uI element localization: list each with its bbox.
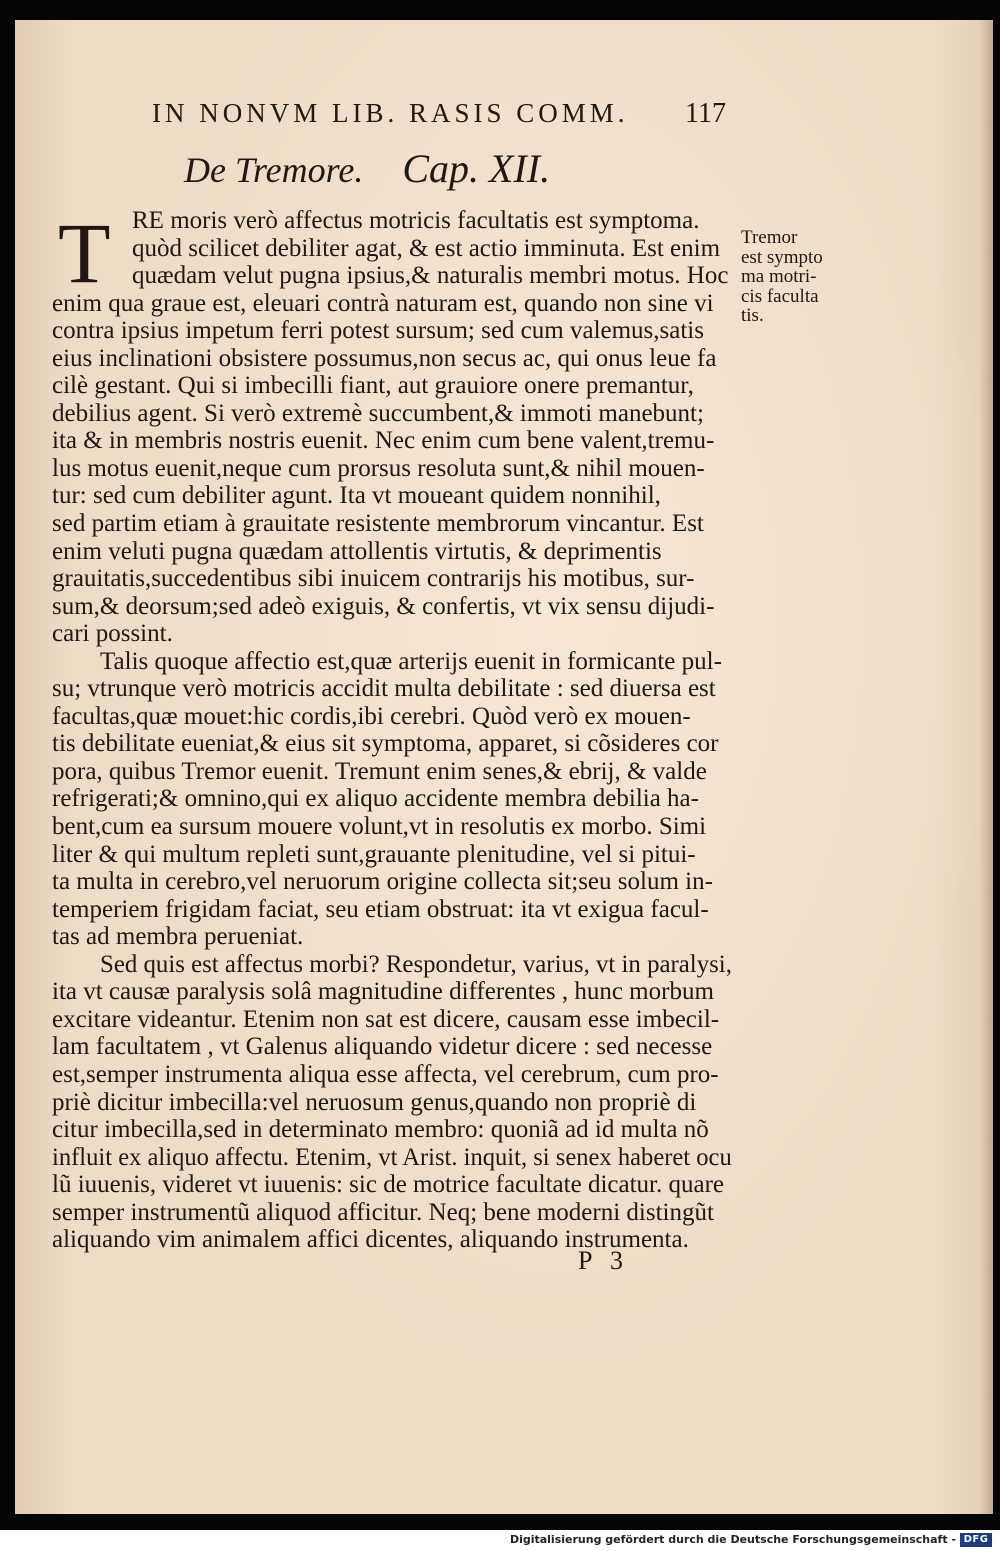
text-line: Talis quoque affectio est,quæ arterijs euenit in formicante pul- xyxy=(100,647,722,675)
text-line: Sed quis est affectus morbi? Respondetur, varius, vt in paralysi, xyxy=(100,950,732,978)
text-line: lus motus euenit,neque cum prorsus resoluta sunt,& nihil mouen- xyxy=(52,454,705,482)
marginal-note-line: ma motri- xyxy=(741,266,817,287)
text-line: sed partim etiam à grauitate resistente membrorum vincantur. Est xyxy=(52,510,704,538)
text-line: excitare videantur. Etenim non sat est dicere, causam esse imbecil- xyxy=(52,1005,720,1033)
text-line: tur: sed cum debiliter agunt. Ita vt moueant quidem nonnihil, xyxy=(52,482,661,510)
text-line: liter & qui multum repleti sunt,grauante plenitudine, vel si pitui- xyxy=(52,840,696,868)
body-text xyxy=(52,207,732,1254)
funding-credit: Digitalisierung gefördert durch die Deutsche Forschungsgemeinschaft - xyxy=(509,1533,956,1546)
text-line: pora, quibus Tremor euenit. Tremunt enim senes,& ebrij, & valde xyxy=(52,757,707,785)
text-line: lam facultatem , vt Galenus aliquando videtur dicere : sed necesse xyxy=(52,1033,713,1061)
text-line: grauitatis,succedentibus sibi inuicem contrarijs his motibus, sur- xyxy=(52,565,695,593)
text-line: debilius agent. Si verò extremè succumbent,& immoti manebunt; xyxy=(52,399,704,427)
text-line: tis debilitate eueniat,& eius sit symptoma, apparet, si cõsideres cor xyxy=(52,730,719,758)
text-line: cari possint. xyxy=(52,620,173,648)
text-line: enim qua graue est, eleuari contrà naturam est, quando non sine vi xyxy=(52,289,714,317)
marginal-note xyxy=(741,228,851,326)
running-head xyxy=(152,98,742,138)
drop-cap-initial: T xyxy=(58,205,111,301)
chapter-title: De Tremore. xyxy=(184,150,364,190)
text-line: facultas,quæ mouet:hic cordis,ibi cerebri. Quòd verò ex mouen- xyxy=(52,702,691,730)
text-line: cilè gestant. Qui si imbecilli fiant, aut grauiore onere premantur, xyxy=(52,372,694,400)
text-line: eius inclinationi obsistere possumus,non secus ac, qui onus leue fa xyxy=(52,344,717,372)
signature-mark: P 3 xyxy=(578,1246,629,1275)
chapter-number: Cap. XII. xyxy=(402,146,551,191)
text-line: semper instrumentũ aliquod afficitur. Neq; bene moderni distingũt xyxy=(52,1198,714,1226)
text-line: refrigerati;& omnino,qui ex aliquo accidente membra debilia ha- xyxy=(52,785,699,813)
text-line: ita vt causæ paralysis solâ magnitudine differentes , hunc morbum xyxy=(52,978,714,1006)
text-line: aliquando vim animalem affici dicentes, aliquando instrumenta. xyxy=(52,1226,689,1254)
text-line: enim veluti pugna quædam attollentis virtutis, & deprimentis xyxy=(52,537,662,565)
text-line: sum,& deorsum;sed adeò exiguis, & confertis, vt vix sensu dijudi- xyxy=(52,592,715,620)
text-line: temperiem frigidam faciat, seu etiam obstruat: ita vt exigua facul- xyxy=(52,895,709,923)
marginal-note-line: tis. xyxy=(741,305,764,326)
text-line: su; vtrunque verò motricis accidit multa debilitate : sed diuersa est xyxy=(52,675,716,703)
text-line: priè dicitur imbecilla:vel neruosum genus,quando non propriè di xyxy=(52,1088,697,1116)
text-line: quòd scilicet debiliter agat, & est actio imminuta. Est enim xyxy=(132,234,721,262)
text-line: contra ipsius impetum ferri potest sursum; sed cum valemus,satis xyxy=(52,317,704,345)
text-line: RE moris verò affectus motricis facultatis est symptoma. xyxy=(132,207,700,234)
text-line: est,semper instrumenta aliqua esse affecta, vel cerebrum, cum pro- xyxy=(52,1060,719,1088)
marginal-note-line: cis faculta xyxy=(741,285,819,307)
text-line: lũ iuuenis, videret vt iuuenis: sic de motrice facultate dicatur. quare xyxy=(52,1171,724,1199)
footer-bar xyxy=(0,1530,1000,1551)
text-line: tas ad membra perueniat. xyxy=(52,923,304,951)
text-line: influit ex aliquo affectu. Etenim, vt Arist. inquit, si senex haberet ocu xyxy=(52,1143,732,1171)
running-head-title: IN NONVM LIB. RASIS COMM. xyxy=(152,98,629,128)
marginal-note-line: Tremor xyxy=(741,227,798,248)
page-edge-shadow xyxy=(979,20,993,1514)
text-line: citur imbecilla,sed in determinato membro: quoniã ad id multa nõ xyxy=(52,1116,709,1144)
text-line: ta multa in cerebro,vel neruorum origine collecta sit;seu solum in- xyxy=(52,868,713,896)
page-number: 117 xyxy=(685,98,726,129)
marginal-note-line: est sympto xyxy=(741,246,823,268)
text-line: quædam velut pugna ipsius,& naturalis membri motus. Hoc xyxy=(132,262,729,290)
dfg-logo-icon[interactable]: DFG xyxy=(960,1533,992,1547)
text-line: ita & in membris nostris euenit. Nec enim cum bene valent,tremu- xyxy=(52,427,715,455)
text-line: bent,cum ea sursum mouere volunt,vt in resolutis ex morbo. Simi xyxy=(52,813,707,841)
chapter-heading xyxy=(184,145,744,192)
